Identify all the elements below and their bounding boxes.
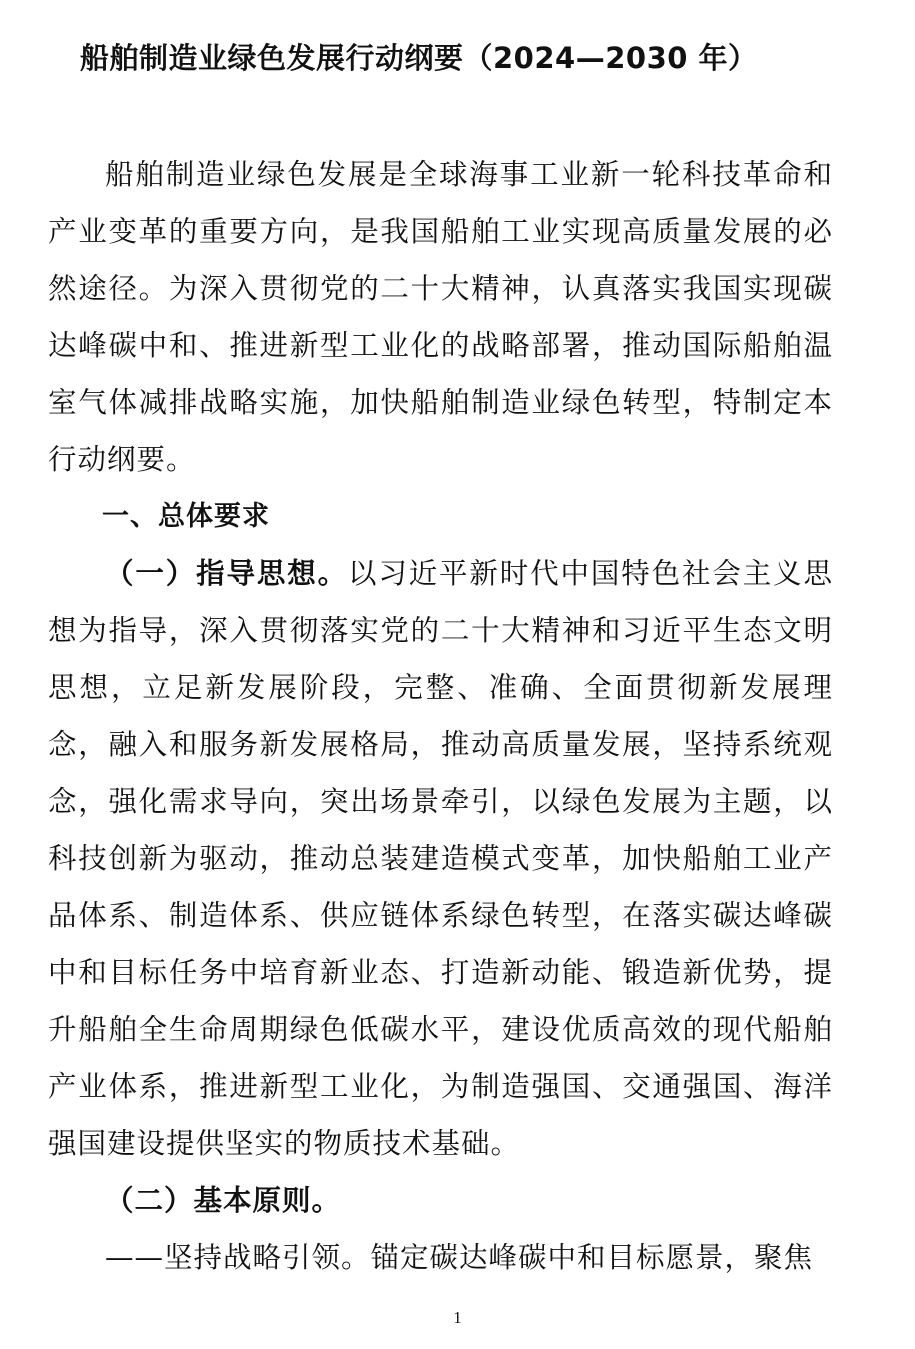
strategic-leadership-principle: ——坚持战略引领。锚定碳达峰碳中和目标愿景，聚焦 [105,1241,814,1274]
basic-principles-heading: （二）基本原则。 [105,1183,342,1217]
page-number: 1 [453,1308,462,1327]
guiding-thought-text: 以习近平新时代中国特色社会主义思想为指导，深入贯彻落实党的二十大精神和习近平生态文明思想，立足新发展阶段，完整、准确、全面贯彻新发展理念，融入和服务新发展格局，推动高质量发展，坚持系统观念，强化需求导向，突出场景牵引，以绿色发展为主题，以科技创新为驱动，推动总装建造模式变革，加快船舶工业产品体系、制造体系、供应链体系绿色转型，在落实碳达峰碳中和目标任务中培育新业态、打造新动能、锻造新优势，提升船舶全生命周期绿色低碳水平，建设优质高效的现代船舶产业体系，推进新型工业化，为制造强国、交通强国、海洋强国建设提供坚实的物质技术基础。 [48,557,833,1160]
section-heading-general-requirements: 一、总体要求 [102,501,270,532]
document-body [48,146,833,1286]
intro-paragraph: 船舶制造业绿色发展是全球海事工业新一轮科技革命和产业变革的重要方向，是我国船舶工业实现高质量发展的必然途径。为深入贯彻党的二十大精神，认真落实我国实现碳达峰碳中和、推进新型工业化的战略部署，推动国际船舶温室气体减排战略实施，加快船舶制造业绿色转型，特制定本行动纲要。 [48,158,833,476]
guiding-thought-paragraph [48,545,833,1172]
guiding-thought-heading: （一）指导思想。 [105,556,348,590]
basic-principles-paragraph [48,1172,833,1229]
document-title: 船舶制造业绿色发展行动纲要（2024—2030 年） [80,41,758,75]
